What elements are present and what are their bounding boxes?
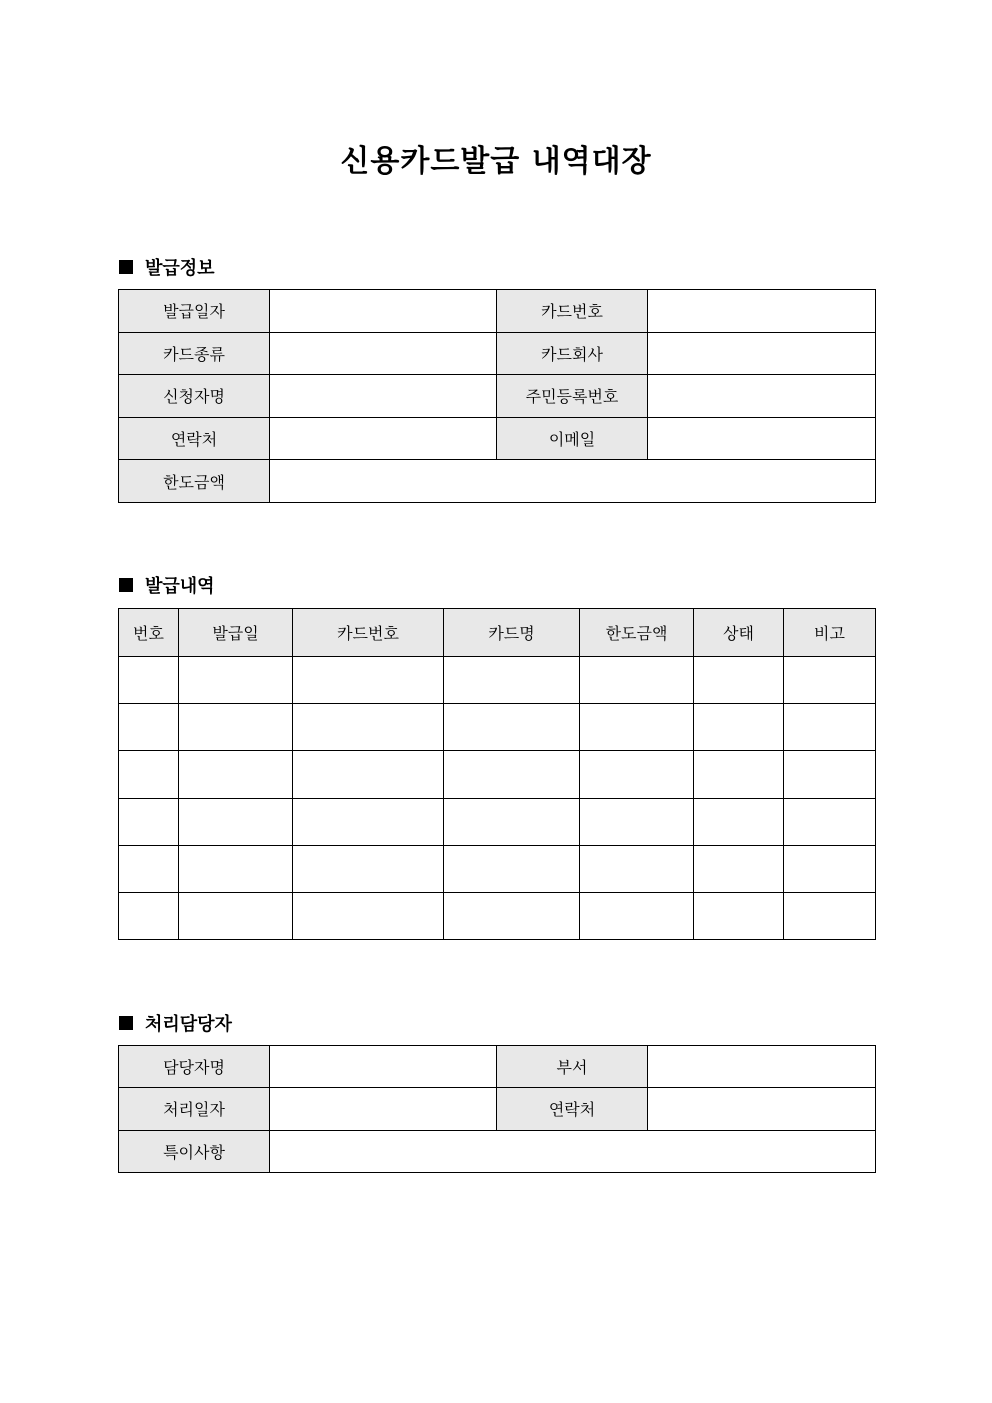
table-cell[interactable] (580, 751, 694, 798)
square-bullet-icon (119, 578, 133, 592)
card-number-label: 카드번호 (497, 290, 648, 333)
section-heading-issue-history (119, 572, 215, 598)
table-row (119, 751, 876, 798)
table-cell[interactable] (580, 657, 694, 704)
processing-date-field[interactable] (270, 1088, 497, 1130)
table-cell[interactable] (784, 657, 876, 704)
table-row (119, 704, 876, 751)
applicant-name-field[interactable] (270, 375, 497, 418)
section-heading-label: 처리담당자 (145, 1014, 232, 1035)
table-cell[interactable] (694, 704, 784, 751)
column-header-issue-date: 발급일 (179, 609, 293, 657)
issue-date-label: 발급일자 (119, 290, 270, 333)
card-type-field[interactable] (270, 332, 497, 375)
manager-name-label: 담당자명 (119, 1046, 270, 1088)
table-cell[interactable] (784, 892, 876, 939)
square-bullet-icon (119, 260, 133, 274)
table-cell[interactable] (119, 657, 179, 704)
table-cell[interactable] (694, 892, 784, 939)
table-row (119, 657, 876, 704)
table-row (119, 892, 876, 939)
table-cell[interactable] (293, 892, 444, 939)
table-cell[interactable] (293, 704, 444, 751)
table-cell[interactable] (784, 751, 876, 798)
section-heading-issue-info (119, 254, 215, 280)
table-cell[interactable] (444, 798, 580, 845)
limit-amount-field[interactable] (270, 460, 876, 503)
manager-contact-label: 연락처 (497, 1088, 648, 1130)
notes-field[interactable] (270, 1130, 876, 1172)
card-type-label: 카드종류 (119, 332, 270, 375)
column-header-status: 상태 (694, 609, 784, 657)
contact-field[interactable] (270, 417, 497, 460)
table-row (119, 1046, 876, 1088)
table-row (119, 290, 876, 333)
table-cell[interactable] (179, 704, 293, 751)
table-header-row (119, 609, 876, 657)
resident-number-field[interactable] (648, 375, 876, 418)
resident-number-label: 주민등록번호 (497, 375, 648, 418)
table-cell[interactable] (179, 845, 293, 892)
department-label: 부서 (497, 1046, 648, 1088)
table-cell[interactable] (119, 751, 179, 798)
table-cell[interactable] (444, 704, 580, 751)
card-number-field[interactable] (648, 290, 876, 333)
table-cell[interactable] (784, 704, 876, 751)
column-header-limit-amount: 한도금액 (580, 609, 694, 657)
limit-amount-label: 한도금액 (119, 460, 270, 503)
table-cell[interactable] (444, 892, 580, 939)
manager-contact-field[interactable] (648, 1088, 876, 1130)
table-cell[interactable] (580, 892, 694, 939)
issue-history-table (118, 608, 876, 940)
table-cell[interactable] (694, 845, 784, 892)
table-cell[interactable] (580, 845, 694, 892)
table-cell[interactable] (784, 845, 876, 892)
table-cell[interactable] (179, 798, 293, 845)
table-cell[interactable] (694, 657, 784, 704)
table-cell[interactable] (580, 798, 694, 845)
email-field[interactable] (648, 417, 876, 460)
table-cell[interactable] (444, 845, 580, 892)
table-cell[interactable] (179, 751, 293, 798)
column-header-card-number: 카드번호 (293, 609, 444, 657)
table-cell[interactable] (293, 845, 444, 892)
manager-table (118, 1045, 876, 1173)
table-row (119, 845, 876, 892)
issue-info-table (118, 289, 876, 503)
issue-date-field[interactable] (270, 290, 497, 333)
processing-date-label: 처리일자 (119, 1088, 270, 1130)
card-company-label: 카드회사 (497, 332, 648, 375)
table-cell[interactable] (179, 892, 293, 939)
table-row (119, 460, 876, 503)
square-bullet-icon (119, 1016, 133, 1030)
column-header-number: 번호 (119, 609, 179, 657)
table-row (119, 332, 876, 375)
table-cell[interactable] (293, 798, 444, 845)
table-cell[interactable] (119, 892, 179, 939)
table-cell[interactable] (119, 845, 179, 892)
page-title: 신용카드발급 내역대장 (340, 144, 652, 179)
table-cell[interactable] (580, 704, 694, 751)
table-row (119, 798, 876, 845)
table-cell[interactable] (694, 798, 784, 845)
section-heading-manager (119, 1010, 232, 1036)
table-cell[interactable] (179, 657, 293, 704)
table-cell[interactable] (444, 751, 580, 798)
table-cell[interactable] (784, 798, 876, 845)
table-row (119, 417, 876, 460)
table-cell[interactable] (119, 704, 179, 751)
table-cell[interactable] (119, 798, 179, 845)
section-heading-label: 발급내역 (145, 576, 215, 597)
email-label: 이메일 (497, 417, 648, 460)
notes-label: 특이사항 (119, 1130, 270, 1172)
column-header-remarks: 비고 (784, 609, 876, 657)
department-field[interactable] (648, 1046, 876, 1088)
column-header-card-name: 카드명 (444, 609, 580, 657)
table-cell[interactable] (444, 657, 580, 704)
history-body (119, 657, 876, 940)
table-row (119, 375, 876, 418)
contact-label: 연락처 (119, 417, 270, 460)
section-heading-label: 발급정보 (145, 258, 215, 279)
table-cell[interactable] (293, 657, 444, 704)
table-cell[interactable] (694, 751, 784, 798)
table-cell[interactable] (293, 751, 444, 798)
table-row (119, 1088, 876, 1130)
applicant-name-label: 신청자명 (119, 375, 270, 418)
card-company-field[interactable] (648, 332, 876, 375)
manager-name-field[interactable] (270, 1046, 497, 1088)
table-row (119, 1130, 876, 1172)
